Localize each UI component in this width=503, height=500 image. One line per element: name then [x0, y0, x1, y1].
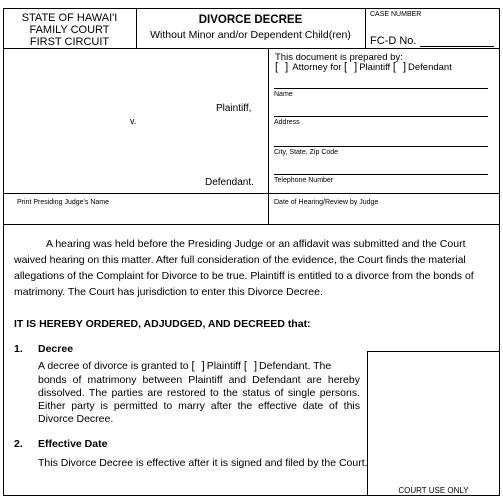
- prepared-by-options: [275, 61, 452, 73]
- section-1-line-1: [38, 360, 368, 373]
- name-field[interactable]: [274, 88, 488, 89]
- section-1-text-a: A decree of divorce is granted to: [38, 360, 189, 372]
- address-field[interactable]: [274, 116, 488, 117]
- judge-row: [3, 193, 500, 225]
- decree-plaintiff-label: Plaintiff: [206, 360, 241, 372]
- section-2-title: Effective Date: [38, 438, 108, 450]
- intro-paragraph: A hearing was held before the Presiding Judge or an affidavit was submitted and the Court waived hearing on this matter. After full consideration of the evidence, the Court finds the material allegations of the Complaint for Divorce to be true. Plaintiff is entitled to a divorce from the bonds of matrimony. The Court has jurisdiction to enter this Divorce Decree.: [14, 238, 474, 298]
- defendant-checkbox[interactable]: [ ]: [392, 61, 409, 73]
- court-use-box: [367, 351, 500, 496]
- court-line-2: FAMILY COURT: [29, 24, 110, 36]
- address-label: Address: [274, 119, 300, 126]
- section-1-text-b: bonds of matrimony between Plaintiff and Defendant are hereby dissolved. The parties are restored to the status of single persons. Either party is permitted to marry after the effective date of this Divorce Decree.: [38, 374, 360, 425]
- case-number-field[interactable]: [420, 46, 494, 47]
- plaintiff-checkbox[interactable]: [ ]: [344, 61, 360, 73]
- decree-defendant-label: Defendant. The: [259, 360, 332, 372]
- decree-plaintiff-checkbox[interactable]: [ ]: [191, 360, 207, 372]
- court-line-3: FIRST CIRCUIT: [29, 36, 110, 48]
- court-name: [3, 12, 136, 48]
- plaintiff-option-label: Plaintiff: [359, 62, 391, 73]
- header-divider-2: [365, 8, 366, 49]
- city-label: City, State, Zip Code: [274, 149, 339, 156]
- court-use-label: COURT USE ONLY: [398, 486, 469, 495]
- document-title: DIVORCE DECREE: [198, 14, 303, 26]
- decree-defendant-checkbox[interactable]: [ ]: [243, 360, 260, 372]
- prepared-by-heading: This document is prepared by:: [275, 52, 403, 63]
- document-subtitle: Without Minor and/or Dependent Child(ren): [150, 29, 351, 41]
- versus-label: v.: [130, 116, 137, 126]
- parties-divider: [268, 48, 269, 194]
- defendant-option-label: Defendant: [408, 62, 452, 73]
- section-2-text: This Divorce Decree is effective after it is signed and filed by the Court.: [38, 457, 368, 469]
- court-line-1: STATE OF HAWAI'I: [21, 12, 118, 24]
- hearing-date-label[interactable]: Date of Hearing/Review by Judge: [274, 199, 379, 206]
- section-2-number: 2.: [14, 438, 23, 450]
- name-label: Name: [274, 91, 293, 98]
- case-number-label: CASE NUMBER: [370, 11, 422, 18]
- city-field[interactable]: [274, 146, 488, 147]
- case-number-prefix: FC-D No.: [370, 35, 417, 47]
- section-1-title: Decree: [38, 343, 74, 355]
- attorney-for-label: Attorney for: [292, 62, 342, 73]
- presiding-judge-label[interactable]: Print Presiding Judge's Name: [17, 199, 109, 206]
- attorney-checkbox[interactable]: [ ]: [275, 61, 291, 73]
- phone-field[interactable]: [274, 174, 488, 175]
- ordered-heading: IT IS HEREBY ORDERED, ADJUDGED, AND DECREED that:: [14, 318, 311, 330]
- phone-label: Telephone Number: [274, 177, 334, 184]
- section-1-number: 1.: [14, 343, 23, 355]
- defendant-label: Defendant.: [205, 177, 254, 188]
- judge-row-divider: [268, 193, 269, 225]
- plaintiff-label: Plaintiff,: [216, 103, 252, 114]
